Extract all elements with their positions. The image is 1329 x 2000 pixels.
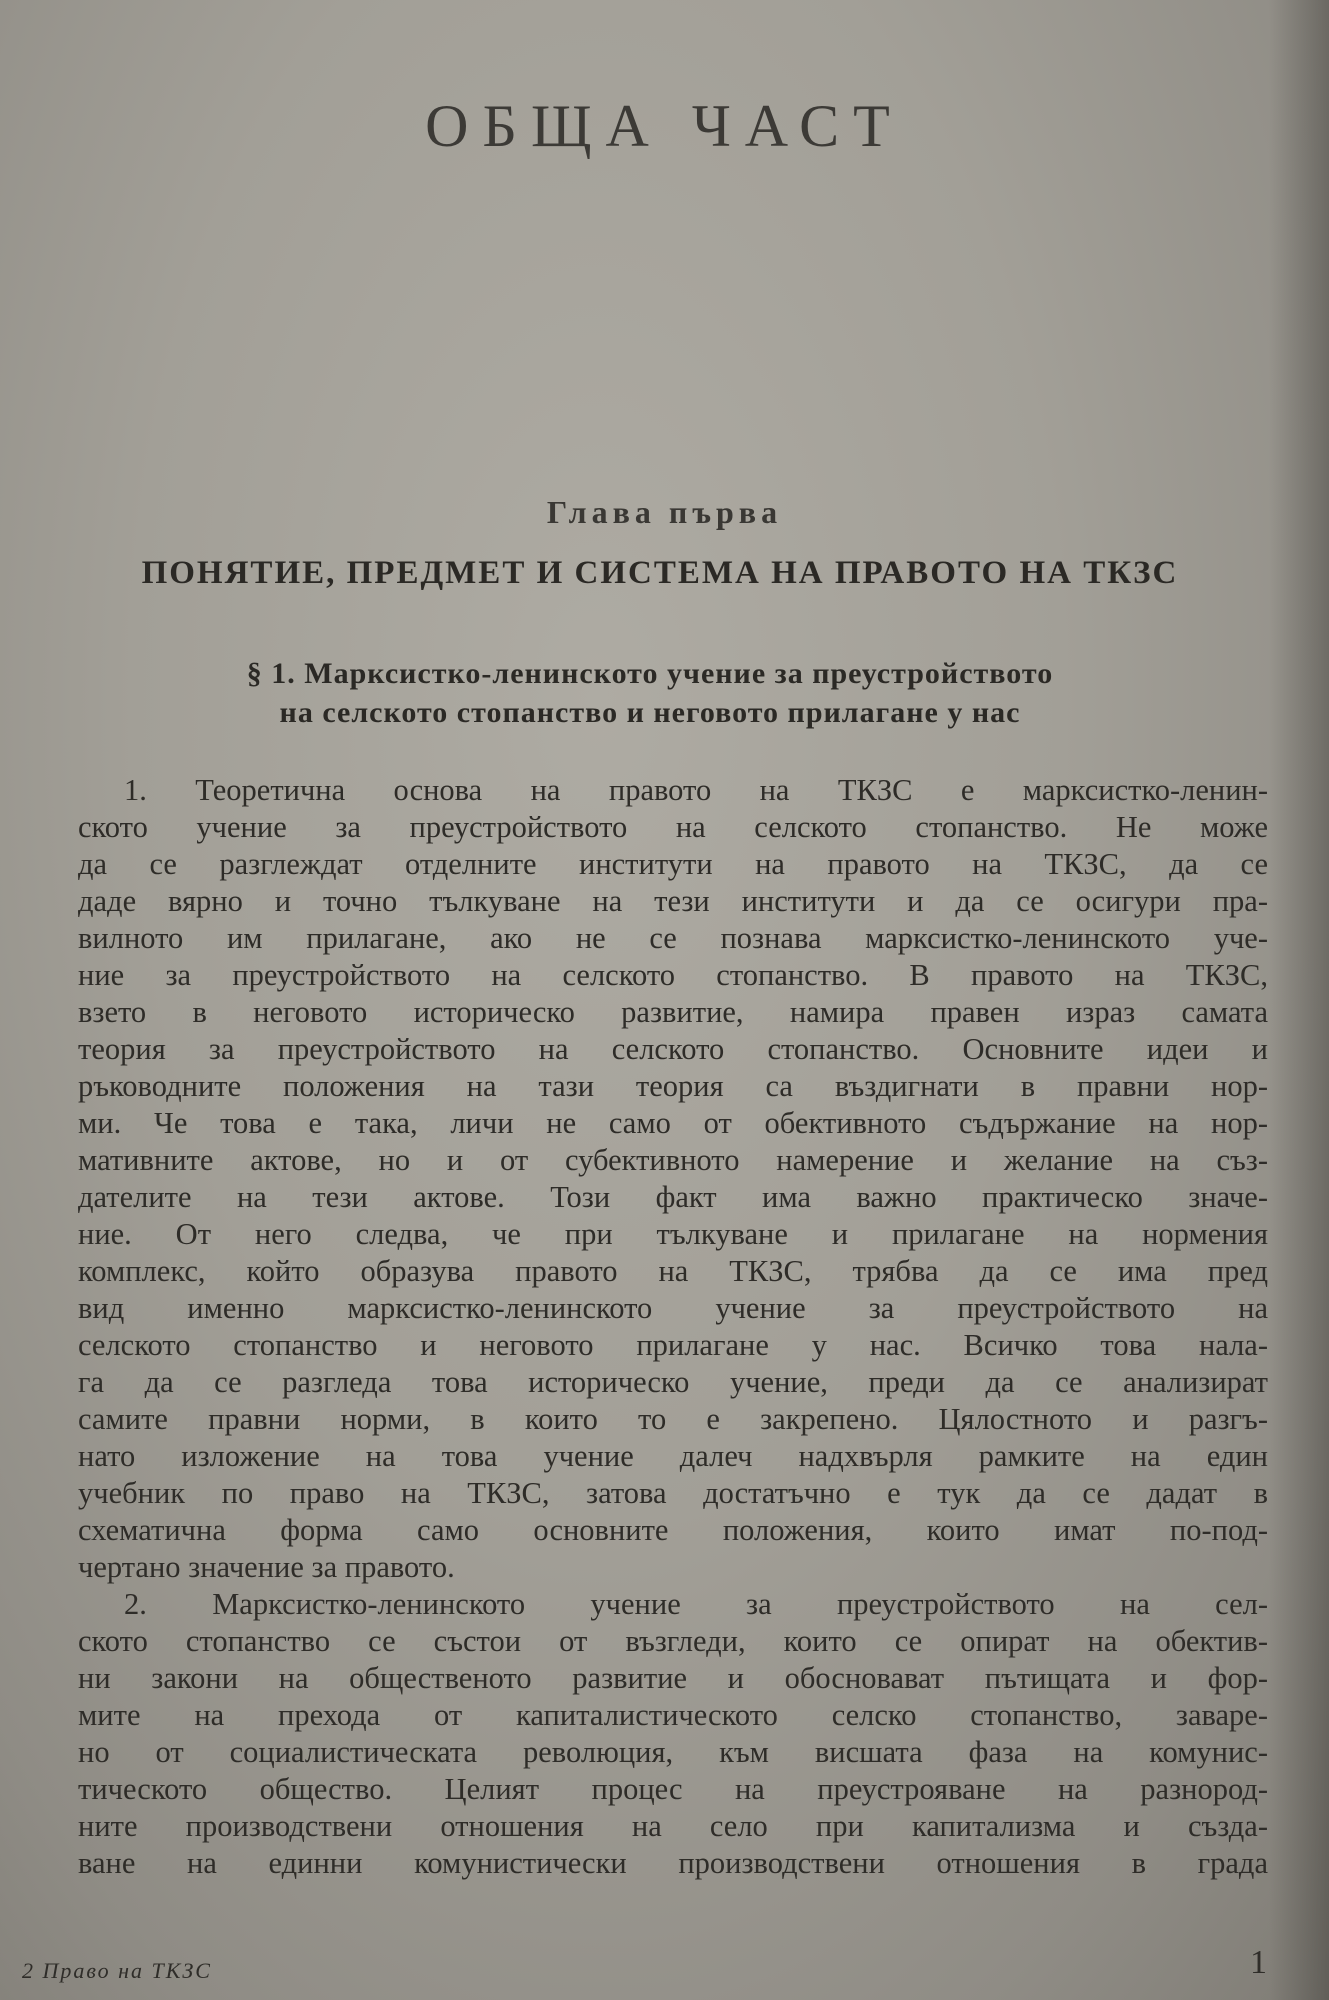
body-line: мите на прехода от капиталистическото селско стопанство, заваре- — [78, 1698, 1268, 1732]
body-line: ското стопанство се състои от възгледи, които се опират на обектив- — [78, 1624, 1268, 1658]
body-line: га да се разгледа това историческо учение, преди да се анализират — [78, 1365, 1268, 1399]
body-line: ние за преустройството на селското стопанство. В правото на ТКЗС, — [78, 958, 1268, 992]
footer-signature: 2 Право на ТКЗС — [22, 1958, 212, 1983]
body-line: ми. Че това е така, личи не само от обективното съдържание на нор- — [78, 1106, 1268, 1140]
body-line: селското стопанство и неговото прилагане у нас. Всичко това нала- — [78, 1328, 1268, 1362]
body-line: мативните актове, но и от субективното намерение и желание на съз- — [78, 1143, 1268, 1177]
body-line: самите правни норми, в които то е закрепено. Цялостното и разгъ- — [78, 1402, 1268, 1436]
body-line: тическото общество. Целият процес на преустрояване на разнород- — [78, 1772, 1268, 1806]
body-line: схематична форма само основните положения, които имат по-под- — [78, 1513, 1268, 1547]
body-line: 2. Марксистко-ленинското учение за преустройството на сел- — [124, 1587, 1268, 1621]
page-number: 1 — [1250, 1944, 1267, 1981]
section-title — [140, 654, 1160, 732]
body-line: комплекс, който образува правото на ТКЗС, трябва да се има пред — [78, 1254, 1268, 1288]
chapter-label: Глава първа — [546, 494, 783, 530]
section-title-line: § 1. Марксистко-ленинското учение за преустройството — [246, 657, 1054, 690]
body-line: вилното им прилагане, ако не се познава марксистко-ленинското уче- — [78, 921, 1268, 955]
body-line: вид именно марксистко-ленинското учение за преустройството на — [78, 1291, 1268, 1325]
body-line: ни закони на общественото развитие и обосновават пътищата и фор- — [78, 1661, 1268, 1695]
body-line: нато изложение на това учение далеч надхвърля рамките на един — [78, 1439, 1268, 1473]
body-line: ското учение за преустройството на селското стопанство. Не може — [78, 810, 1268, 844]
body-line: взето в неговото историческо развитие, намира правен израз самата — [78, 995, 1268, 1029]
body-line: дателите на тези актове. Този факт има важно практическо значе- — [78, 1180, 1268, 1214]
body-line: ние. От него следва, че при тълкуване и прилагане на нормения — [78, 1217, 1268, 1251]
chapter-title: ПОНЯТИЕ, ПРЕДМЕТ И СИСТЕМА НА ПРАВОТО НА ТКЗС — [141, 555, 1179, 591]
part-title: ОБЩА ЧАСТ — [425, 93, 904, 159]
page-edge-shadow — [1269, 0, 1329, 2000]
body-line: ване на единни комунистически производствени отношения в града — [78, 1846, 1268, 1880]
section-title-line: на селското стопанство и неговото прилагане у нас — [279, 696, 1021, 729]
body-line: даде вярно и точно тълкуване на тези институти и да се осигури пра- — [78, 884, 1268, 918]
body-line: да се разглеждат отделните институти на правото на ТКЗС, да се — [78, 847, 1268, 881]
body-line: но от социалистическата революция, към висшата фаза на комунис- — [78, 1735, 1268, 1769]
body-line: 1. Теоретична основа на правото на ТКЗС е марксистко-ленин- — [124, 773, 1268, 807]
body-text — [78, 772, 1268, 1882]
body-line: теория за преустройството на селското стопанство. Основните идеи и — [78, 1032, 1268, 1066]
body-line: чертано значение за правото. — [78, 1550, 455, 1584]
body-line: учебник по право на ТКЗС, затова достатъчно е тук да се дадат в — [78, 1476, 1268, 1510]
body-line: ръководните положения на тази теория са въздигнати в правни нор- — [78, 1069, 1268, 1103]
body-line: ните производствени отношения на село при капитализма и създа- — [78, 1809, 1268, 1843]
